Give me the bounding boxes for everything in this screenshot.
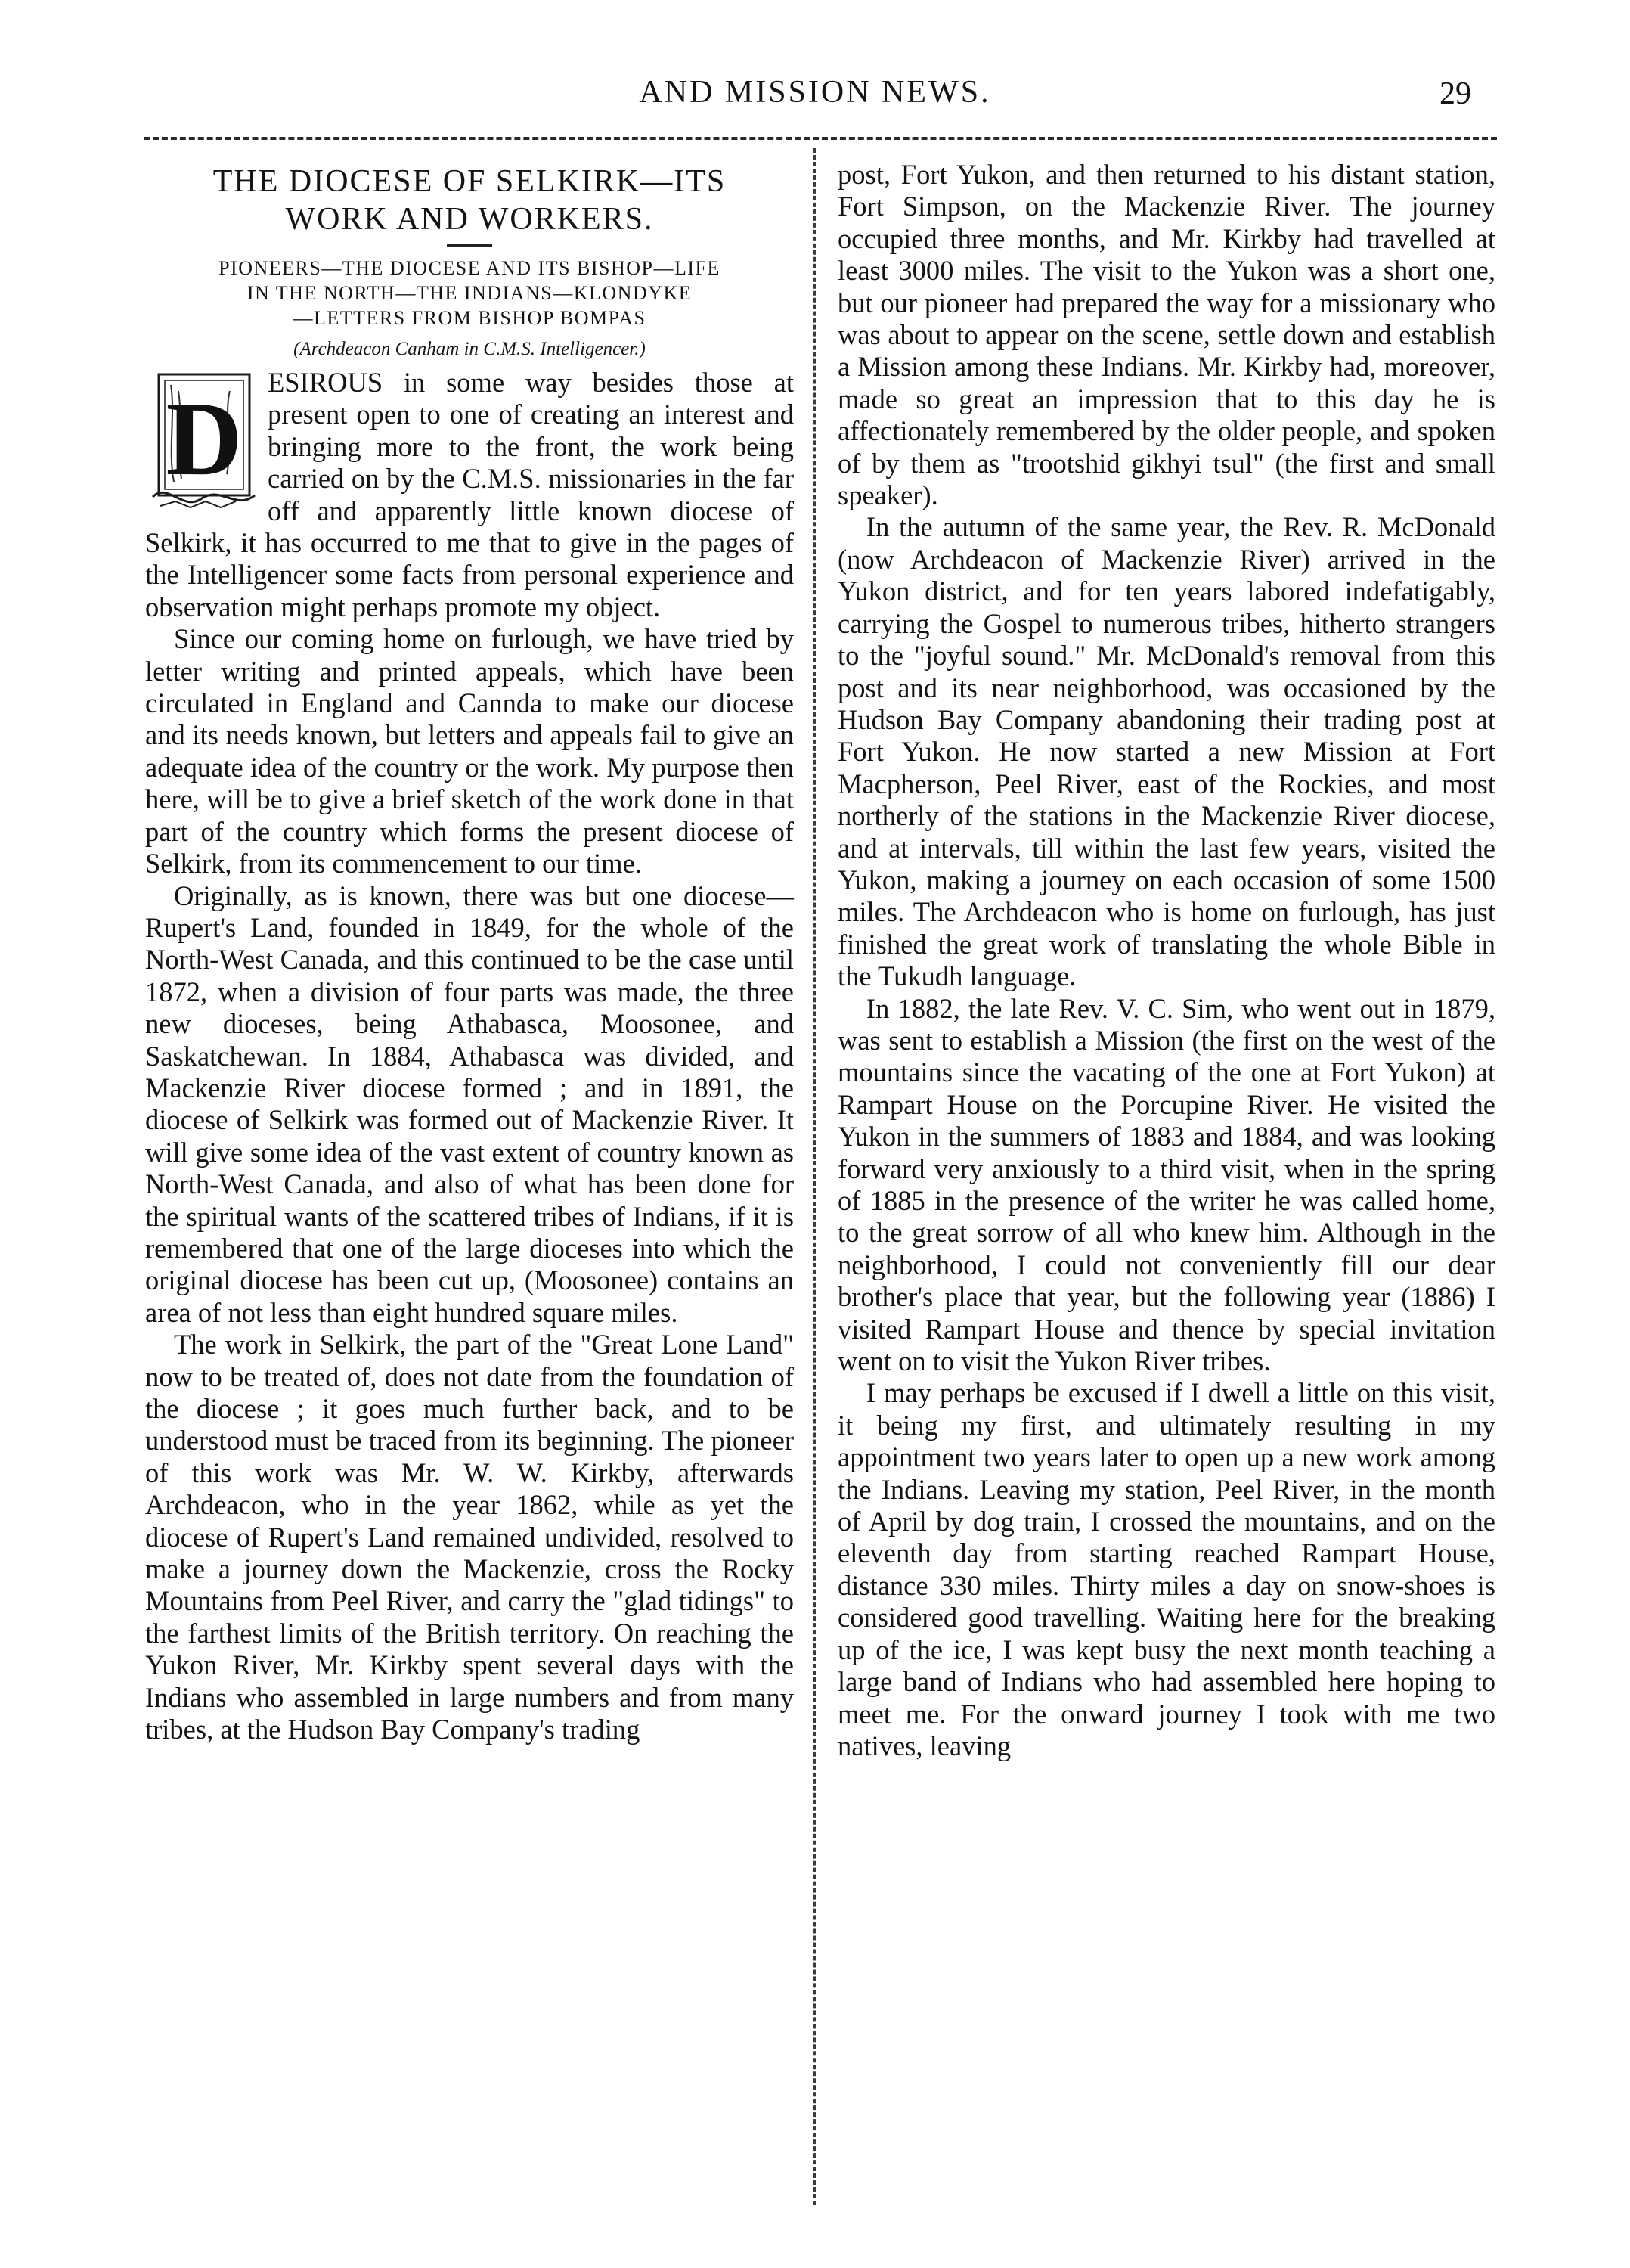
paragraph-4: The work in Selkirk, the part of the "Great Lone Land" now to be treated of, does not date from the foundation of the diocese ; it goes much further back, and to be understood must be traced from its beginning. The pioneer of this work was Mr. W. W. Kirkby, afterwards Archdeacon, who in the year 1862, while as yet the diocese of Rupert's Land remained undivided, resolved to make a journey down the Mackenzie, cross the Rocky Mountains from Peel River, and carry the "glad tidings" to the farthest limits of the British territory. On reaching the Yukon River, Mr. Kirkby spent several days with the Indians who assembled in large numbers and from many tribes, at the Hudson Bay Company's trading xyxy=(145,1329,794,1745)
svg-text:D: D xyxy=(166,380,243,498)
ornamental-d-icon xyxy=(145,368,259,512)
article-title-line1: THE DIOCESE OF SELKIRK—ITS xyxy=(212,164,727,199)
paragraph-8: I may perhaps be excused if I dwell a little on this visit, it being my first, and ultimately resulting in my appointment two years later to open up a new work among the Indians. Leaving my station, Peel River, in the month of April by dog train, I crossed the mountains, and on the eleventh day from starting reached Rampart House, distance 330 miles. Thirty miles a day on snow-shoes is considered good travelling. Waiting here for the breaking up of the ice, I was kept busy the next month teaching a large band of Indians who had assembled here hoping to meet me. For the onward journey I took with me two natives, leaving xyxy=(838,1377,1495,1761)
article-title xyxy=(145,163,794,238)
paragraph-3: Originally, as is known, there was but one diocese—Rupert's Land, founded in 1849, for the whole of the North-West Canada, and this continued to be the case until 1872, when a division of four parts was made, the three new dioceses, being Athabasca, Moosonee, and Saskatchewan. In 1884, Athabasca was divided, and Mackenzie River diocese formed ; and in 1891, the diocese of Selkirk was formed out of Mackenzie River. It will give some idea of the vast extent of country known as North-West Canada, and also of what has been done for the spiritual wants of the scattered tribes of Indians, if it is remembered that one of the large dioceses into which the original diocese has been cut up, (Moosonee) contains an area of not less than eight hundred square miles. xyxy=(145,880,794,1328)
article-subtitle xyxy=(145,256,794,330)
subtitle-line3: —LETTERS FROM BISHOP BOMPAS xyxy=(293,307,646,329)
paragraph-5: post, Fort Yukon, and then returned to his distant station, Fort Simpson, on the Mackenzie River. The journey occupied three months, and Mr. Kirkby had travelled at least 3000 miles. The visit to the Yukon was a short one, but our pioneer had prepared the way for a missionary who was about to appear on the scene, settle down and establish a Mission among these Indians. Mr. Kirkby had, moreover, made so great an impression that to this day he is affectionately remembered by the older people, and spoken of by them as "trootshid gikhyi tsul" (the first and small speaker). xyxy=(838,159,1495,511)
page-number: 29 xyxy=(1439,76,1471,111)
right-column xyxy=(838,159,1495,1762)
running-header: AND MISSION NEWS. xyxy=(639,75,991,110)
paragraph-6: In the autumn of the same year, the Rev. R. McDonald (now Archdeacon of Mackenzie River) arrived in the Yukon district, and for ten years labored indefatigably, carrying the Gospel to numerous tribes, hitherto strangers to the "joyful sound." Mr. McDonald's removal from this post and its near neighborhood, was occasioned by the Hudson Bay Company abandoning their trading post at Fort Yukon. He now started a new Mission at Fort Macpherson, Peel River, east of the Rockies, and most northerly of the stations in the Mackenzie River diocese, and at intervals, till within the last few years, visited the Yukon, making a journey on each occasion of some 1500 miles. The Archdeacon who is home on furlough, has just finished the great work of translating the whole Bible in the Tukudh language. xyxy=(838,511,1495,992)
paragraph-2: Since our coming home on furlough, we have tried by letter writing and printed appeals, which have been circulated in England and Cannda to make our diocese and its needs known, but letters and appeals fail to give an adequate idea of the country or the work. My purpose then here, will be to give a brief sketch of the work done in that part of the country which forms the present diocese of Selkirk, from its commencement to our time. xyxy=(145,623,794,880)
paragraph-7: In 1882, the late Rev. V. C. Sim, who went out in 1879, was sent to establish a Mission (the first on the west of the mountains since the vacating of the one at Fort Yukon) at Rampart House on the Porcupine River. He visited the Yukon in the summers of 1883 and 1884, and was looking forward very anxiously to a third visit, when in the spring of 1885 in the presence of the writer he was called home, to the great sorrow of all who knew him. Although in the neighborhood, I could not conveniently fill our dear brother's place that year, but the following year (1886) I visited Rampart House and thence by special invitation went on to visit the Yukon River tribes. xyxy=(838,992,1495,1377)
article-title-line2: WORK AND WORKERS. xyxy=(285,202,654,237)
header-rule xyxy=(144,137,1497,140)
paragraph-1: ESIROUS in some way besides those at present open to one of creating an interest and bringing more to the front, the work being carried on by the C.M.S. missionaries in the far off and apparently little known diocese of Selkirk, it has occurred to me that to give in the pages of the Intelligencer some facts from personal experience and observation might perhaps promote my object. xyxy=(145,367,794,622)
left-column xyxy=(145,159,794,1745)
subtitle-line1: PIONEERS—THE DIOCESE AND ITS BISHOP—LIFE xyxy=(218,257,720,279)
title-rule xyxy=(447,244,492,247)
subtitle-line2: IN THE NORTH—THE INDIANS—KLONDYKE xyxy=(246,282,693,304)
attribution: (Archdeacon Canham in C.M.S. Intelligencer.) xyxy=(293,339,646,359)
drop-cap-initial xyxy=(145,368,259,512)
column-divider xyxy=(813,148,816,2205)
